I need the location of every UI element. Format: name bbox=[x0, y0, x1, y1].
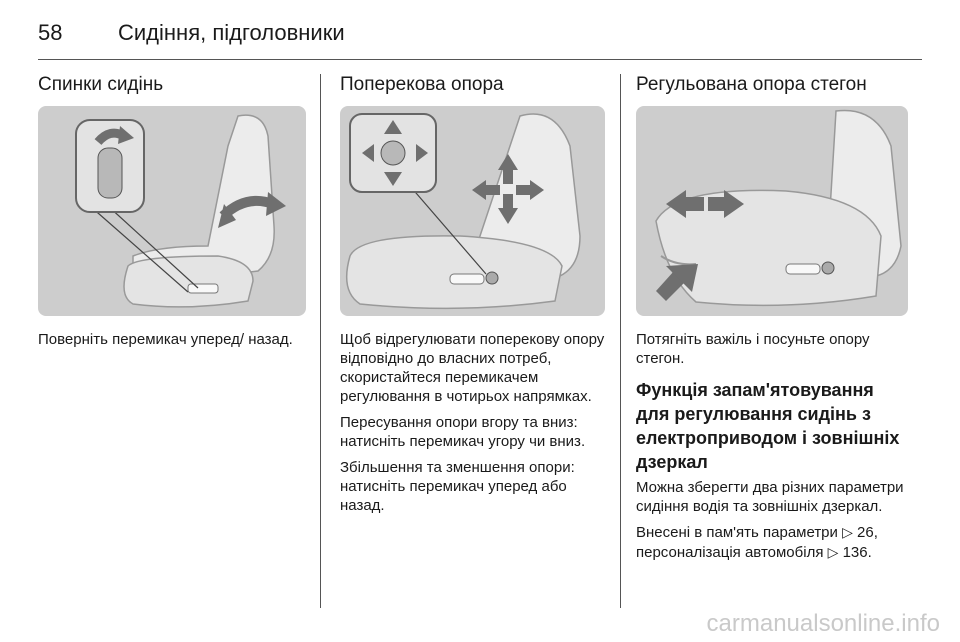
section-backrests bbox=[38, 74, 306, 356]
lumbar-illustration bbox=[340, 106, 605, 316]
section-heading: Спинки сидінь bbox=[38, 74, 164, 95]
section-heading: Регульована опора стегон bbox=[636, 74, 867, 95]
reference-text: Внесені в пам'ять параметри bbox=[636, 524, 838, 541]
thigh-support-illustration bbox=[636, 106, 908, 316]
section-body: Потягніть важіль і посуньте опору стегон. bbox=[636, 331, 870, 367]
section-paragraph: Збільшення та зменшення опори: натисніть перемикач уперед або назад. bbox=[340, 459, 575, 514]
section-paragraph: Пересування опори вгору та вниз: натисніть перемикач угору чи вниз. bbox=[340, 414, 586, 450]
reference-text: персоналізація автомобіля bbox=[636, 544, 824, 561]
section-body: Поверніть перемикач уперед/ назад. bbox=[38, 331, 293, 348]
section-paragraph-references: Внесені в пам'ять параметри ▷ 26, персоналізація автомобіля ▷ 136. bbox=[636, 524, 878, 561]
watermark: carmanualsonline.info bbox=[706, 610, 940, 637]
page-number: 58 bbox=[38, 20, 63, 45]
page-reference-link[interactable]: 26 bbox=[857, 524, 874, 541]
section-lumbar bbox=[340, 74, 605, 522]
section-paragraph: Щоб відрегулювати поперекову опору відповідно до власних потреб, скористайтеся перемикачем регулювання в чотирьох напрямках. bbox=[340, 331, 605, 405]
section-thigh-support bbox=[636, 74, 908, 570]
seat-backrest-icon bbox=[38, 106, 306, 316]
page-title: Сидіння, підголовники bbox=[118, 20, 345, 45]
section-heading: Поперекова опора bbox=[340, 74, 504, 95]
page-ref-arrow-icon: ▷ bbox=[827, 545, 839, 561]
section-subheading: Функція запам'ятовування для регулювання сидінь з електроприводом і зовнішніх дзеркал bbox=[636, 380, 900, 472]
header-divider bbox=[38, 59, 922, 60]
column-divider bbox=[620, 74, 621, 608]
column-divider bbox=[320, 74, 321, 608]
seat-thigh-icon bbox=[636, 106, 908, 316]
page-header bbox=[38, 20, 345, 46]
page-reference-link[interactable]: 136. bbox=[842, 544, 872, 561]
page-ref-arrow-icon: ▷ bbox=[842, 525, 853, 541]
section-paragraph: Можна зберегти два різних параметри сидіння водія та зовнішніх дзеркал. bbox=[636, 479, 904, 515]
backrest-illustration bbox=[38, 106, 306, 316]
seat-lumbar-icon bbox=[340, 106, 605, 316]
